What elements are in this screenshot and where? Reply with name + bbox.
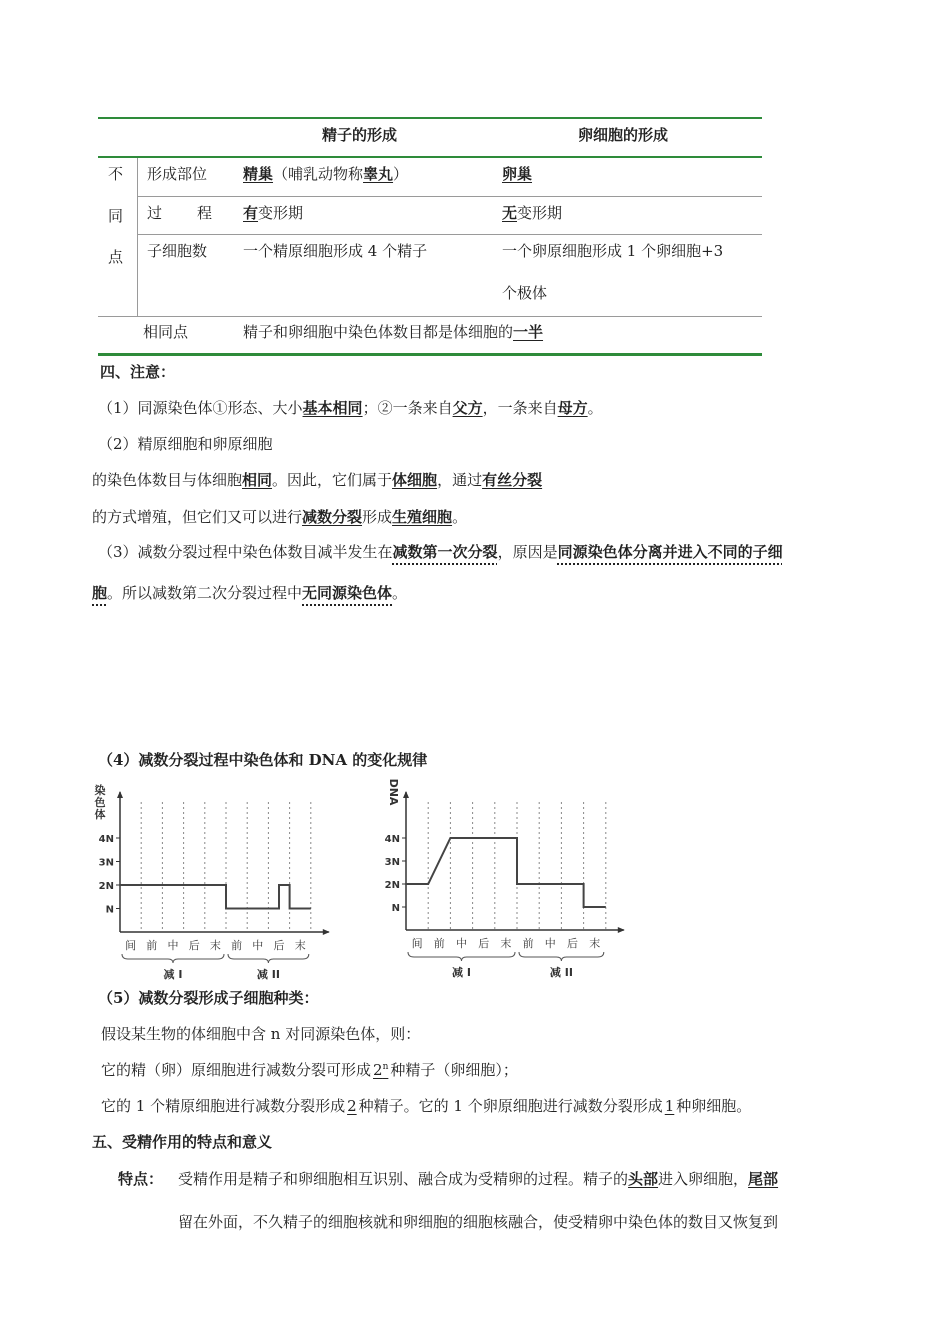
feature-text-1: 受精作用是精子和卵细胞相互识别、融合成为受精卵的过程。精子的头部进入卵细胞，尾部 (178, 1170, 779, 1188)
feature-text-2: 留在外面，不久精子的细胞核就和卵细胞的细胞核融合，使受精卵中染色体的数目又恢复到 (178, 1213, 779, 1231)
phase-label: 中 (456, 937, 467, 950)
row-name-location: 形成部位 (147, 165, 208, 183)
y-axis-arrow (403, 791, 409, 798)
section4-5-heading: （5）减数分裂形成子细胞种类： (98, 989, 319, 1007)
row-name-process-a: 过 (147, 204, 163, 222)
phase-label: 前 (146, 939, 158, 952)
diff-label: 点 (108, 248, 124, 266)
egg-cells-line1: 一个卵原细胞形成 1 个卵细胞+3 (502, 242, 724, 260)
data-line (406, 838, 606, 907)
y-axis-label: DNA (387, 778, 400, 806)
types-line: 它的精（卵）原细胞进行减数分裂可形成 2$^n$ 种精子（卵细胞）； (101, 1061, 518, 1079)
header-egg: 卵细胞的形成 (578, 126, 669, 144)
group-label: 减 II (256, 968, 280, 981)
phase-label: 中 (252, 939, 264, 952)
note-2-cont: 的染色体数目与体细胞相同。因此，它们属于体细胞，通过有丝分裂 (92, 471, 543, 489)
row-name-cells: 子细胞数 (147, 242, 208, 260)
phase-label: 中 (167, 939, 179, 952)
group-label: 减 I (452, 966, 471, 979)
same-label: 相同点 (143, 323, 189, 341)
egg-location: 卵巢 (502, 165, 533, 183)
group-brace (408, 952, 515, 961)
row-divider (98, 316, 762, 317)
group-label: 减 II (549, 966, 573, 979)
note-2-cont2: 的方式增殖，但它们又可以进行减数分裂形成生殖细胞。 (92, 508, 468, 526)
sperm-location: 精巢（哺乳动物称睾丸） (243, 165, 409, 183)
y-tick-label: 4N (384, 834, 400, 845)
phase-label: 间 (411, 937, 423, 950)
dna-chart (378, 778, 640, 979)
y-axis-label: 染 (94, 784, 106, 797)
group-brace (519, 952, 604, 961)
phase-label: 前 (433, 937, 445, 950)
y-axis-arrow (117, 791, 123, 798)
y-tick-label: N (391, 903, 400, 914)
note-3-cont: 胞。所以减数第二次分裂过程中无同源染色体。 (92, 584, 408, 602)
phase-label: 后 (273, 939, 285, 952)
y-axis-label: 色 (94, 796, 106, 809)
y-tick-label: N (105, 904, 114, 916)
feature-label: 特点： (118, 1170, 164, 1188)
sperm-process: 有变形期 (243, 204, 304, 222)
phase-label: 末 (209, 939, 221, 952)
row-divider (137, 234, 762, 235)
x-axis-arrow (323, 929, 330, 935)
phase-label: 后 (567, 937, 578, 950)
y-tick-label: 3N (384, 857, 400, 868)
phase-label: 后 (478, 937, 490, 950)
group-brace (228, 954, 309, 963)
phase-label: 末 (294, 939, 306, 952)
y-tick-label: 2N (98, 881, 114, 892)
y-tick-label: 2N (384, 880, 400, 891)
phase-label: 间 (125, 939, 137, 952)
one-cell-line: 它的 1 个精原细胞进行减数分裂形成 2 种精子。它的 1 个卵原细胞进行减数分裂形成 1 种卵细胞。 (101, 1097, 752, 1115)
same-text: 精子和卵细胞中染色体数目都是体细胞的一半 (243, 323, 544, 341)
note-1: （1）同源染色体①形态、大小基本相同；②一条来自父方，一条来自母方。 (98, 399, 603, 417)
diff-label: 同 (108, 207, 124, 225)
table-top-rule (98, 117, 762, 119)
phase-label: 末 (589, 937, 601, 950)
egg-cells-line2: 个极体 (502, 284, 548, 302)
note-3: （3）减数分裂过程中染色体数目减半发生在减数第一次分裂，原因是同源染色体分离并进入不同的子细 (98, 543, 783, 561)
data-line (120, 885, 311, 909)
note-2: （2）精原细胞和卵原细胞 (98, 435, 273, 453)
column-divider (137, 158, 138, 316)
section5-heading: 五、受精作用的特点和意义 (92, 1133, 273, 1151)
row-name-process-b: 程 (197, 204, 213, 222)
diff-label: 不 (108, 165, 124, 183)
x-axis-arrow (618, 927, 625, 933)
phase-label: 后 (188, 939, 200, 952)
group-brace (122, 954, 224, 963)
phase-label: 末 (500, 937, 512, 950)
header-sperm: 精子的形成 (322, 126, 398, 144)
row-divider (137, 196, 762, 197)
group-label: 减 I (163, 968, 183, 981)
y-axis-label: 体 (94, 808, 106, 821)
table-header-rule (98, 156, 762, 158)
y-tick-label: 3N (98, 857, 114, 869)
phase-label: 前 (522, 937, 534, 950)
egg-process: 无变形期 (502, 204, 563, 222)
phase-label: 中 (544, 937, 556, 950)
table-bottom-rule (98, 353, 762, 356)
section4-heading: 四、注意： (100, 363, 176, 381)
chromosome-chart (88, 778, 348, 981)
phase-label: 前 (231, 939, 243, 952)
y-tick-label: 4N (98, 834, 114, 845)
assume-line: 假设某生物的体细胞中含 n 对同源染色体，则： (101, 1025, 421, 1043)
section4-4-heading: （4）减数分裂过程中染色体和 DNA 的变化规律 (98, 751, 428, 769)
sperm-cells: 一个精原细胞形成 4 个精子 (243, 242, 428, 260)
